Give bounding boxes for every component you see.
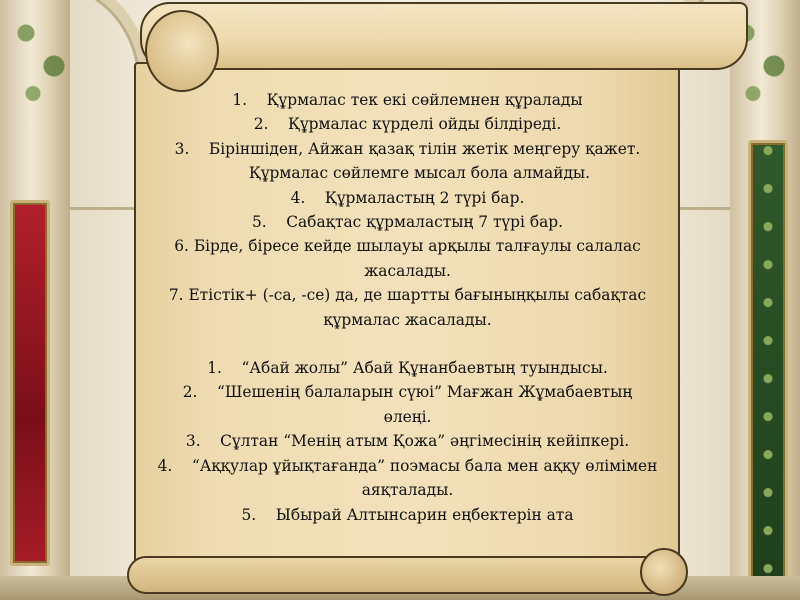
scroll-bottom-curl	[640, 548, 688, 596]
list-item: 4. Құрмаластың 2 түрі бар.	[290, 188, 525, 207]
statement-6: 6. Бірде, біресе кейде шылауы арқылы талғаулы салалас жасалады.	[174, 237, 641, 280]
list-item-continuation: Құрмалас сөйлемге мысал бола алмайды.	[248, 164, 591, 183]
list-item: 3. Сұлтан “Менің атым Қожа” әңгімесінің кейіпкері.	[185, 432, 630, 451]
scroll-top-roll	[140, 2, 748, 70]
list-item: 5. Сабақтас құрмаластың 7 түрі бар.	[251, 213, 564, 232]
statement-7: 7. Етістік+ (-са, -се) да, де шартты бағыныңқылы сабақтас құрмалас жасалады.	[168, 286, 647, 329]
statement-list-a	[150, 88, 665, 234]
list-item: 2. “Шешенің балаларын сүюі” Мағжан Жұмабаевтың	[182, 383, 633, 402]
scroll-text	[150, 88, 665, 527]
left-vine-decoration	[5, 0, 75, 110]
list-item: 1. Құрмалас тек екі сөйлемнен құралады	[232, 91, 583, 109]
list-item: 5. Ыбырай Алтынсарин еңбектерін ата	[241, 505, 574, 524]
statement-list-b	[150, 356, 665, 527]
scroll-bottom-roll	[127, 556, 687, 594]
scroll-top-curl	[145, 10, 219, 92]
left-ornament-panel	[10, 200, 50, 566]
right-ornament-panel	[748, 140, 788, 586]
list-item-continuation: аяқталады.	[361, 481, 454, 500]
list-item: 1. “Абай жолы” Абай Құнанбаевтың туындысы.	[207, 359, 608, 378]
list-item: 4. “Аққулар ұйықтағанда” поэмасы бала мен аққу өлімімен	[157, 456, 658, 475]
list-item: 3. Біріншіден, Айжан қазақ тілін жетік меңгеру қажет.	[174, 139, 641, 158]
section-gap	[150, 332, 665, 356]
list-item: 2. Құрмалас күрделі ойды білдіреді.	[253, 115, 562, 134]
list-item-continuation: өлеңі.	[383, 407, 432, 426]
